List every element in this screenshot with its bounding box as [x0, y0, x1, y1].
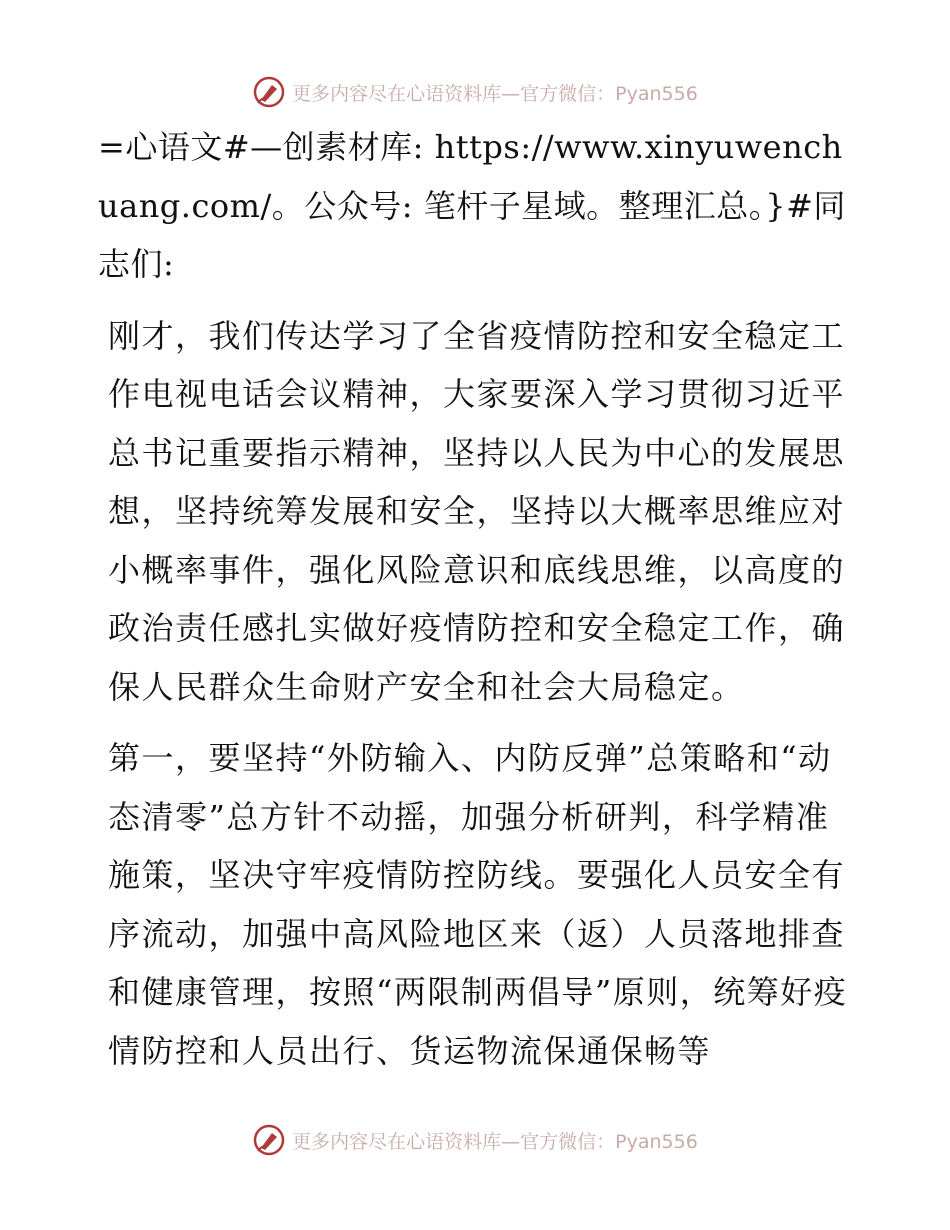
- watermark-text: 更多内容尽在心语资料库—官方微信：Pyan556: [292, 1130, 698, 1153]
- source-line-paragraph: =心语文#—创素材库: https://www.xinyuwenchuang.com/。公众号: 笔杆子星域。整理汇总。}#同志们:: [98, 128, 846, 283]
- watermark-text: 更多内容尽在心语资料库—官方微信：Pyan556: [292, 82, 698, 105]
- footer-watermark: [0, 1120, 950, 1160]
- point-one-paragraph: 第一，要坚持“外防输入、内防反弹”总策略和“动态清零”总方针不动摇，加强分析研判，科学精准施策，坚决守牢疫情防控防线。要强化人员安全有序流动，加强中高风险地区来（返）人员落地排查和健康管理，按照“两限制两倡导”原则，统筹好疫情防控和人员出行、货运物流保通保畅等: [108, 739, 848, 1070]
- pen-nib-circle-icon: [252, 75, 286, 109]
- header-watermark: [0, 72, 950, 112]
- intro-paragraph: 刚才，我们传达学习了全省疫情防控和安全稳定工作电视电话会议精神，大家要深入学习贯彻习近平总书记重要指示精神，坚持以人民为中心的发展思想，坚持统筹发展和安全，坚持以大概率思维应对小概率事件，强化风险意识和底线思维，以高度的政治责任感扎实做好疫情防控和安全稳定工作，确保人民群众生命财产安全和社会大局稳定。: [108, 316, 846, 706]
- pen-nib-circle-icon: [252, 1123, 286, 1157]
- document-body: [98, 118, 858, 1080]
